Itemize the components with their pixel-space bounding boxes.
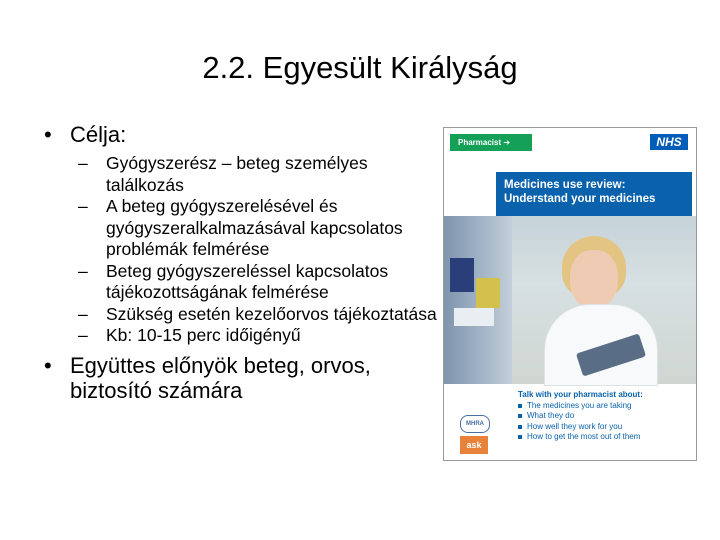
talk-item: The medicines you are taking [518, 401, 643, 412]
bullet-text: Együttes előnyök beteg, orvos, biztosító számára [70, 352, 371, 403]
bullet-icon: • [44, 122, 52, 147]
talk-heading: Talk with your pharmacist about: [518, 390, 643, 399]
bullet-goal [44, 122, 444, 147]
talk-item: How to get the most out of them [518, 432, 643, 443]
dash-icon: – [78, 325, 88, 345]
sub-bullet [78, 261, 444, 304]
sub-bullet-text: Szükség esetén kezelőorvos tájékoztatása [106, 303, 437, 324]
dash-icon: – [78, 260, 88, 281]
talk-item: What they do [518, 411, 643, 422]
leaflet-heading-line2: Understand your medicines [504, 193, 656, 205]
nhs-leaflet-image [443, 127, 697, 461]
bullet-text: Célja: [70, 122, 127, 147]
talk-list [518, 390, 643, 443]
bullet-list [44, 122, 444, 403]
sub-bullet [78, 325, 444, 347]
sub-bullet-text: Gyógyszerész – beteg személyes találkozás [106, 153, 368, 195]
sub-bullet-list [78, 153, 444, 347]
bullet-icon: • [44, 352, 52, 378]
sub-bullet [78, 153, 444, 196]
leaflet-heading-line1: Medicines use review: [504, 179, 626, 191]
talk-item: How well they work for you [518, 422, 643, 433]
dash-icon: – [78, 196, 88, 216]
leaflet-heading [496, 172, 692, 216]
sub-bullet-text: Beteg gyógyszereléssel kapcsolatos tájékozottságának felmérése [106, 260, 389, 302]
ask-logo: ask [460, 436, 488, 454]
dash-icon: – [78, 153, 88, 173]
pharmacist-face [570, 250, 618, 308]
sub-bullet [78, 304, 444, 326]
slide-title: 2.2. Egyesült Királyság [202, 50, 518, 85]
nhs-logo: NHS [650, 134, 688, 150]
sub-bullet-text: Kb: 10-15 perc időigényű [106, 325, 301, 345]
medicine-box [454, 308, 494, 326]
pharmacist-strip: Pharmacist ➔ [450, 134, 532, 151]
sub-bullet-text: A beteg gyógyszerelésével és gyógyszeralkalmazásával kapcsolatos problémák felmérése [106, 196, 403, 259]
dash-icon: – [78, 303, 88, 324]
medicine-box [450, 258, 474, 292]
bullet-benefits [44, 353, 444, 403]
sub-bullet [78, 196, 444, 261]
medicine-box [476, 278, 500, 308]
mhra-logo: MHRA [460, 415, 490, 433]
